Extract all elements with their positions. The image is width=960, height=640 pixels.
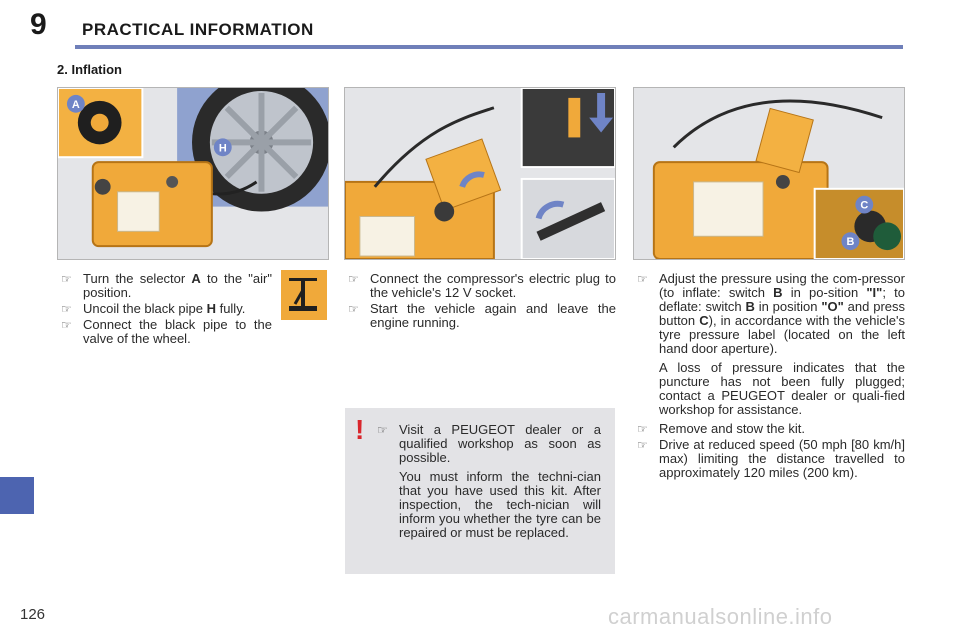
step-stow-kit: ☞ Remove and stow the kit.	[637, 421, 805, 436]
step-connect-plug: ☞ Connect the compressor's electric plug to the vehicle's 12 V socket.	[348, 271, 616, 300]
pointing-hand-icon: ☞	[637, 438, 648, 452]
illustration-pressure-adjust	[633, 87, 905, 260]
label-c-text: C	[860, 199, 869, 212]
illustration-compressor-selector	[57, 87, 329, 260]
label-h-text: H	[218, 142, 227, 155]
illustration-compressor-plug	[344, 87, 616, 260]
instructions-column-2	[346, 272, 616, 332]
step-turn-selector: ☞ Turn the selector A to the "air" position.	[61, 271, 272, 300]
step-adjust-pressure: ☞ Adjust the pressure using the com-pressor (to inflate: switch B in po-sition "I"; to deflate: switch B in position "O" and press button C), in accordance with the vehicle's tyre pressure label (located on the left hand door aperture).	[637, 271, 906, 356]
pointing-hand-icon: ☞	[637, 422, 648, 436]
header-rule	[75, 45, 903, 49]
step-connect-pipe: ☞ Connect the black pipe to the valve of the wheel.	[61, 317, 272, 346]
pressure-loss-note: A loss of pressure indicates that the puncture has not been fully plugged; contact a PEUGEOT dealer or quali-fied workshop for assistance.	[659, 360, 905, 417]
pointing-hand-icon: ☞	[61, 272, 72, 286]
label-a-text: A	[71, 98, 80, 111]
warning-text	[375, 423, 601, 545]
step-start-vehicle: ☞ Start the vehicle again and leave the engine running.	[348, 301, 616, 330]
section-title: 2. Inflation	[57, 62, 122, 77]
watermark: carmanualsonline.info	[608, 604, 833, 629]
jack-icon	[281, 270, 327, 320]
step-uncoil-pipe: ☞ Uncoil the black pipe H fully.	[61, 301, 246, 316]
warning-exclamation-icon: !	[355, 414, 365, 445]
pointing-hand-icon: ☞	[348, 302, 359, 316]
chapter-number: 9	[30, 8, 47, 41]
chapter-side-tab	[0, 477, 34, 514]
instructions-column-1	[59, 272, 272, 348]
chapter-title: PRACTICAL INFORMATION	[82, 20, 314, 39]
warning-visit-dealer: ☞ Visit a PEUGEOT dealer or a qualified workshop as soon as possible.	[377, 422, 601, 465]
pointing-hand-icon: ☞	[61, 302, 72, 316]
label-b-text: B	[846, 236, 855, 249]
warning-box	[345, 408, 615, 574]
instructions-column-3	[635, 272, 905, 482]
page-number: 126	[20, 606, 46, 623]
pointing-hand-icon: ☞	[637, 272, 648, 286]
warning-inform-technician: You must inform the techni-cian that you have used this kit. After inspection, the tech-nician will inform you whether the tyre can be repaired or must be replaced.	[399, 469, 601, 540]
pointing-hand-icon: ☞	[377, 423, 388, 437]
step-drive-reduced-speed: ☞ Drive at reduced speed (50 mph [80 km/h] max) limiting the distance travelled to approximately 120 miles (200 km).	[637, 437, 905, 480]
pointing-hand-icon: ☞	[348, 272, 359, 286]
pointing-hand-icon: ☞	[61, 318, 72, 332]
